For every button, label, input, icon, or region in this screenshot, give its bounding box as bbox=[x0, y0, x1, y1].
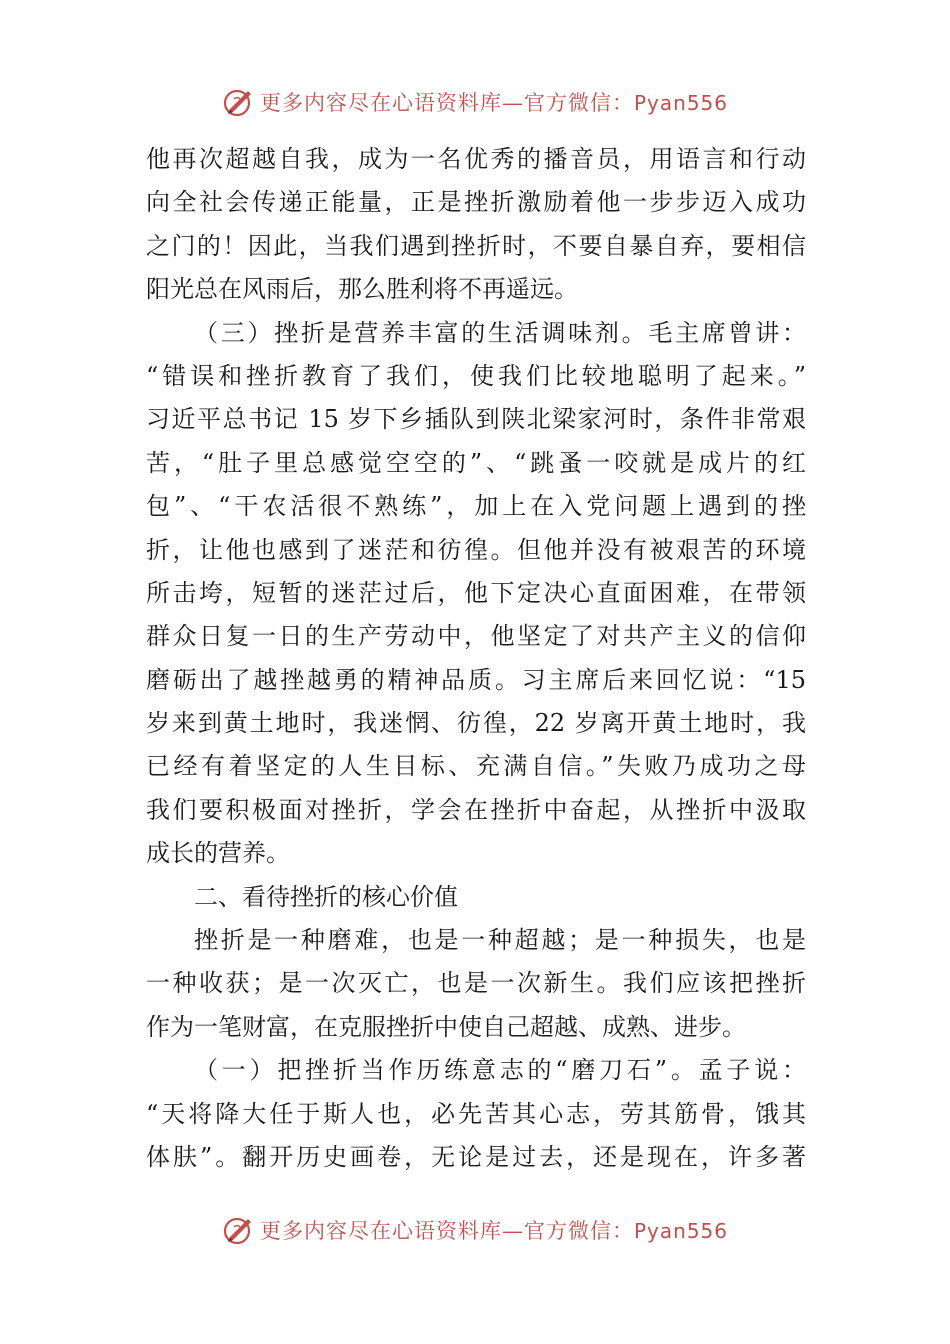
text-line: 我们要积极面对挫折，学会在挫折中奋起，从挫折中汲取 bbox=[146, 795, 806, 824]
text-line: 他再次超越自我，成为一名优秀的播音员，用语言和行动 bbox=[146, 145, 806, 173]
pen-logo-icon bbox=[222, 85, 256, 119]
text-line: 挫折是一种磨难，也是一种超越；是一种损失，也是 bbox=[194, 926, 806, 955]
text-line: 岁来到黄土地时，我迷惘、彷徨，22 岁离开黄土地时，我 bbox=[146, 709, 806, 738]
paragraph bbox=[146, 1049, 806, 1179]
header-banner bbox=[0, 82, 950, 122]
banner-text: 更多内容尽在心语资料库—官方微信：Pyan556 bbox=[259, 1219, 728, 1243]
text-line: 二、看待挫折的核心价值 bbox=[194, 882, 458, 911]
text-line: 一种收获；是一次灭亡，也是一次新生。我们应该把挫折 bbox=[146, 969, 806, 998]
text-line: “错误和挫折教育了我们，使我们比较地聪明了起来。” bbox=[146, 361, 806, 390]
text-line: 体肤”。翻开历史画卷，无论是过去，还是现在，许多著 bbox=[146, 1142, 806, 1171]
text-line: “天将降大任于斯人也，必先苦其心志，劳其筋骨，饿其 bbox=[146, 1099, 806, 1128]
paragraph bbox=[146, 919, 806, 1049]
text-line: （三）挫折是营养丰富的生活调味剂。毛主席曾讲： bbox=[194, 318, 806, 347]
text-line: 习近平总书记 15 岁下乡插队到陕北梁家河时，条件非常艰 bbox=[146, 405, 806, 434]
footer-banner bbox=[0, 1210, 950, 1250]
paragraph bbox=[146, 138, 806, 312]
text-line: （一）把挫折当作历练意志的“磨刀石”。孟子说： bbox=[194, 1056, 806, 1085]
text-line: 磨砺出了越挫越勇的精神品质。习主席后来回忆说：“15 bbox=[146, 665, 806, 694]
text-line: 苦，“肚子里总感觉空空的”、“跳蚤一咬就是成片的红 bbox=[146, 448, 806, 477]
text-line: 向全社会传递正能量，正是挫折激励着他一步步迈入成功 bbox=[146, 188, 806, 217]
text-line: 群众日复一日的生产劳动中，他坚定了对共产主义的信仰 bbox=[146, 622, 806, 651]
document-body bbox=[146, 138, 806, 1179]
paragraph bbox=[146, 312, 806, 876]
section-heading bbox=[146, 876, 806, 919]
text-line: 所击垮，短暂的迷茫过后，他下定决心直面困难，在带领 bbox=[146, 578, 806, 607]
text-line: 已经有着坚定的人生目标、充满自信。”失败乃成功之母 bbox=[146, 752, 806, 781]
text-line: 阳光总在风雨后，那么胜利将不再遥远。 bbox=[146, 275, 578, 304]
pen-logo-icon bbox=[222, 1213, 256, 1247]
banner-text: 更多内容尽在心语资料库—官方微信：Pyan556 bbox=[259, 91, 728, 115]
text-line: 成长的营养。 bbox=[146, 839, 290, 868]
text-line: 之门的！因此，当我们遇到挫折时，不要自暴自弃，要相信 bbox=[146, 231, 806, 260]
text-line: 折，让他也感到了迷茫和彷徨。但他并没有被艰苦的环境 bbox=[146, 535, 806, 564]
text-line: 包”、“干农活很不熟练”，加上在入党问题上遇到的挫 bbox=[146, 492, 806, 521]
text-line: 作为一笔财富，在克服挫折中使自己超越、成熟、进步。 bbox=[146, 1012, 746, 1041]
